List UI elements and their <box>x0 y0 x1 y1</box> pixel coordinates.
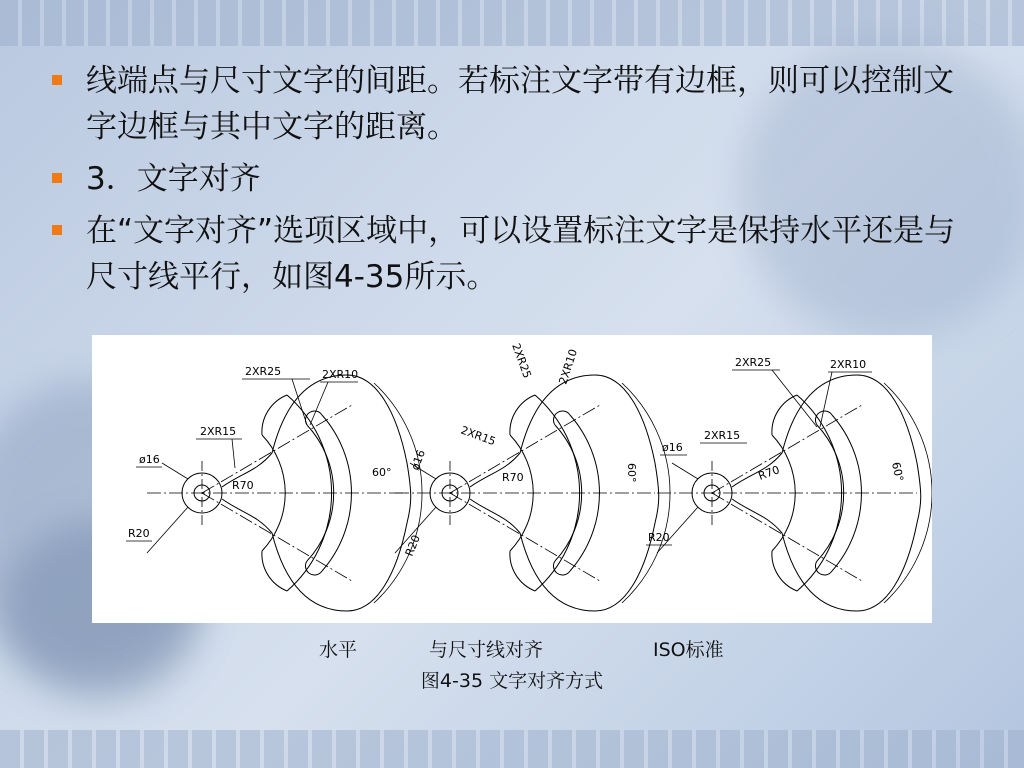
bullet-item <box>50 156 980 202</box>
dim-label: 2XR10 <box>830 358 867 371</box>
dim-label: 60° <box>372 466 392 479</box>
dim-label: R20 <box>648 531 670 544</box>
bullet-list <box>50 58 980 306</box>
dim-label: ø16 <box>662 441 683 454</box>
dim-label: 60° <box>889 460 906 483</box>
dim-label: 2XR10 <box>322 368 359 381</box>
caption-horizontal: 水平 <box>319 639 358 661</box>
bullet-square-icon <box>52 75 62 85</box>
bullet-square-icon <box>52 225 62 235</box>
dim-label: R20 <box>128 527 150 540</box>
bullet-text: 3．文字对齐 <box>86 161 261 197</box>
dim-label: 2XR10 <box>556 347 581 386</box>
caption-aligned: 与尺寸线对齐 <box>429 639 544 661</box>
dim-label: 2XR15 <box>200 425 237 438</box>
figure-drawing <box>92 335 932 623</box>
dim-label: 2XR15 <box>458 423 498 449</box>
dim-label: 2XR25 <box>245 365 282 378</box>
footer-decoration <box>0 730 1024 768</box>
bullet-text: 在“文字对齐”选项区域中，可以设置标注文字是保持水平还是与尺寸线平行，如图4-35所示。 <box>86 213 956 295</box>
bullet-item <box>50 208 980 300</box>
dim-label: R70 <box>756 463 782 483</box>
dim-label: 2XR25 <box>509 341 534 381</box>
header-decoration <box>0 0 1024 46</box>
bullet-item <box>50 58 980 150</box>
dim-label: ø16 <box>408 448 428 473</box>
dim-label: ø16 <box>139 453 160 466</box>
bullet-square-icon <box>52 173 62 183</box>
dim-label: R70 <box>232 479 254 492</box>
caption-iso: ISO标准 <box>653 639 724 661</box>
figure-caption: 图4-35 文字对齐方式 <box>420 670 604 692</box>
dim-label: 2XR15 <box>704 429 741 442</box>
subfigure-captions <box>0 635 1024 661</box>
dim-label: 60° <box>625 463 638 483</box>
dim-label: R70 <box>502 471 524 484</box>
bullet-text: 线端点与尺寸文字的间距。若标注文字带有边框，则可以控制文字边框与其中文字的距离。 <box>86 63 954 145</box>
dim-label: 2XR25 <box>735 356 772 369</box>
dim-label: R20 <box>402 533 423 559</box>
